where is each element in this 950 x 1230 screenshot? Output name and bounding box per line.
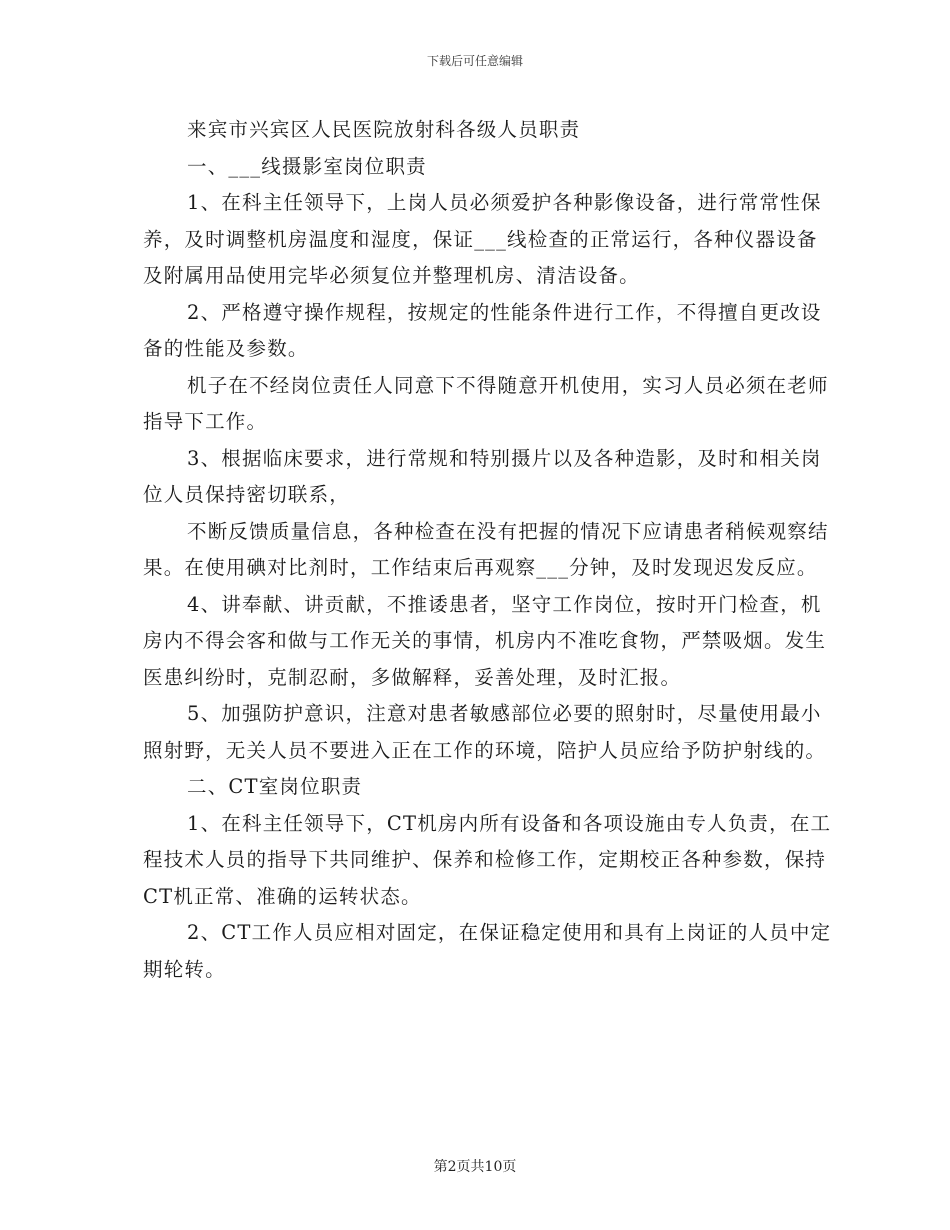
paragraph: 5、加强防护意识，注意对患者敏感部位必要的照射时，尽量使用最小照射野，无关人员不要进入正在工作的环境，陪护人员应给予防护射线的。 [143, 702, 827, 762]
document-title: 来宾市兴宾区人民医院放射科各级人员职责 [187, 118, 581, 141]
document-body [143, 112, 833, 988]
paragraph: 不断反馈质量信息，各种检查在没有把握的情况下应请患者稍候观察结果。在使用碘对比剂时，工作结束后再观察___分钟，及时发现迟发反应。 [143, 519, 829, 579]
paragraph: 2、CT工作人员应相对固定，在保证稳定使用和具有上岗证的人员中定期轮转。 [143, 921, 832, 981]
section-heading-ct: 二、CT室岗位职责 [187, 775, 363, 798]
page-header-note: 下载后可任意编辑 [426, 54, 523, 68]
paragraph: 1、在科主任领导下，CT机房内所有设备和各项设施由专人负责，在工程技术人员的指导下共同维护、保养和检修工作，定期校正各种参数，保持CT机正常、准确的运转状态。 [143, 811, 832, 908]
paragraph: 3、根据临床要求，进行常规和特别摄片以及各种造影，及时和相关岗位人员保持密切联系， [143, 446, 822, 506]
paragraph: 4、讲奉献、讲贡献，不推诿患者，坚守工作岗位，按时开门检查，机房内不得会客和做与工作无关的事情，机房内不准吃食物，严禁吸烟。发生医患纠纷时，克制忍耐，多做解释，妥善处理，及时汇报。 [143, 592, 827, 689]
section-heading-xray: 一、___线摄影室岗位职责 [187, 154, 427, 178]
paragraph: 2、严格遵守操作规程，按规定的性能条件进行工作，不得擅自更改设备的性能及参数。 [143, 300, 822, 360]
paragraph: 1、在科主任领导下，上岗人员必须爱护各种影像设备，进行常常性保养，及时调整机房温度和湿度，保证___线检查的正常运行，各种仪器设备及附属用品使用完毕必须复位并整理机房、清洁设备。 [143, 191, 822, 287]
paragraph: 机子在不经岗位责任人同意下不得随意开机使用，实习人员必须在老师指导下工作。 [143, 373, 829, 433]
page-number: 第2页共10页 [433, 1159, 517, 1175]
